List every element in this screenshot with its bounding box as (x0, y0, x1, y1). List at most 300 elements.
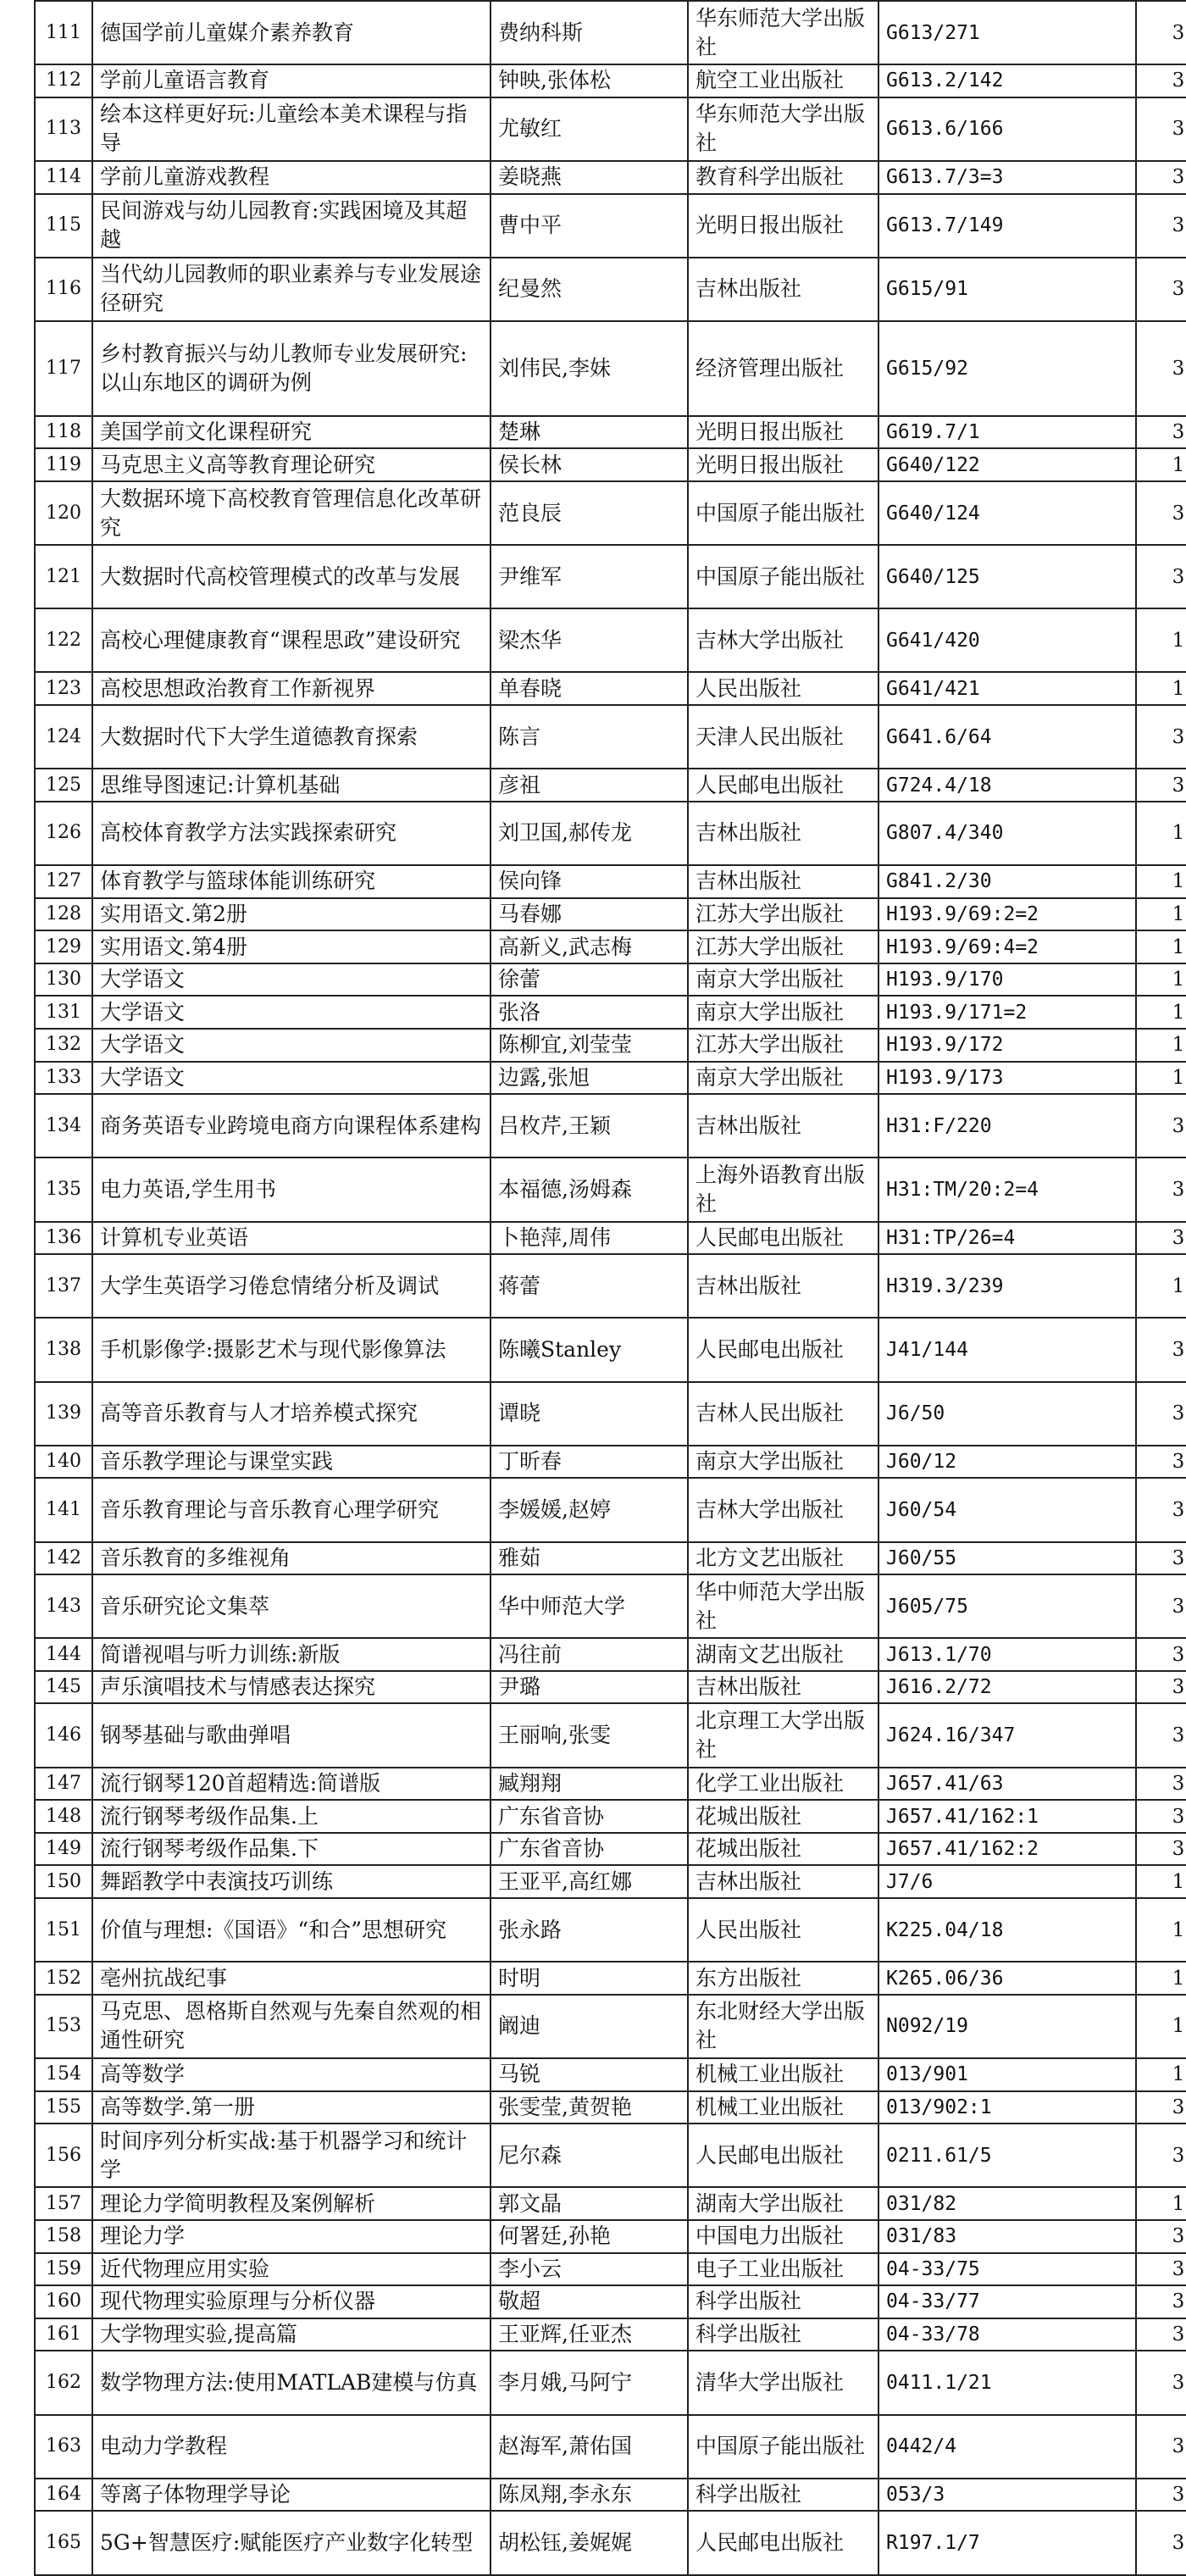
copy-count: 1 (1136, 672, 1186, 705)
table-row (35, 2091, 1186, 2124)
copy-count: 3 (1136, 2253, 1186, 2286)
copy-count: 3 (1136, 194, 1186, 258)
book-publisher: 吉林出版社 (688, 1865, 878, 1898)
book-publisher: 科学出版社 (688, 2285, 878, 2318)
book-publisher: 光明日报出版社 (688, 416, 878, 449)
row-number: 125 (35, 769, 92, 802)
book-title: 流行钢琴考级作品集.上 (92, 1800, 490, 1833)
copy-count: 3 (1136, 258, 1186, 321)
book-publisher: 吉林出版社 (688, 258, 878, 321)
call-number: G641/420 (878, 608, 1136, 672)
book-publisher: 东方出版社 (688, 1962, 878, 1995)
row-number: 160 (35, 2285, 92, 2318)
table-row (35, 161, 1186, 194)
table-row (35, 2124, 1186, 2187)
table-row (35, 545, 1186, 608)
copy-count: 1 (1136, 448, 1186, 481)
call-number: 053/3 (878, 2479, 1136, 2512)
call-number: J624.16/347 (878, 1703, 1136, 1767)
copy-count: 3 (1136, 1222, 1186, 1255)
book-title: 实用语文.第4册 (92, 930, 490, 963)
table-row (35, 672, 1186, 705)
copy-count: 3 (1136, 1094, 1186, 1158)
row-number: 118 (35, 416, 92, 449)
copy-count: 1 (1136, 963, 1186, 997)
book-author: 郭文晶 (490, 2187, 688, 2220)
book-author: 雅茹 (490, 1542, 688, 1575)
row-number: 119 (35, 448, 92, 481)
book-publisher: 中国原子能出版社 (688, 2415, 878, 2479)
table-row (35, 930, 1186, 963)
table-row (35, 802, 1186, 865)
copy-count: 1 (1136, 898, 1186, 931)
book-title: 简谱视唱与听力训练:新版 (92, 1638, 490, 1671)
table-row (35, 1, 1186, 64)
row-number: 133 (35, 1062, 92, 1095)
book-title: 当代幼儿园教师的职业素养与专业发展途径研究 (92, 258, 490, 321)
call-number: 031/83 (878, 2220, 1136, 2253)
row-number: 122 (35, 608, 92, 672)
row-number: 156 (35, 2124, 92, 2187)
table-row (35, 1542, 1186, 1575)
row-number: 115 (35, 194, 92, 258)
row-number: 150 (35, 1865, 92, 1898)
copy-count: 3 (1136, 769, 1186, 802)
book-title: 大学物理实验,提高篇 (92, 2318, 490, 2351)
call-number: J6/50 (878, 1382, 1136, 1446)
book-publisher: 南京大学出版社 (688, 1446, 878, 1479)
book-publisher: 人民邮电出版社 (688, 1318, 878, 1381)
table-row (35, 1962, 1186, 1995)
copy-count: 3 (1136, 1671, 1186, 1704)
book-author: 陈曦Stanley (490, 1318, 688, 1381)
call-number: K265.06/36 (878, 1962, 1136, 1995)
table-row (35, 1768, 1186, 1801)
row-number: 149 (35, 1833, 92, 1866)
book-title: 学前儿童语言教育 (92, 64, 490, 97)
book-author: 本福德,汤姆森 (490, 1158, 688, 1221)
book-title: 电力英语,学生用书 (92, 1158, 490, 1221)
row-number: 143 (35, 1574, 92, 1638)
call-number: G640/124 (878, 481, 1136, 545)
table-row (35, 1638, 1186, 1671)
call-number: J60/55 (878, 1542, 1136, 1575)
book-publisher: 化学工业出版社 (688, 1768, 878, 1801)
book-title: 等离子体物理学导论 (92, 2479, 490, 2512)
table-row (35, 705, 1186, 769)
copy-count: 3 (1136, 2415, 1186, 2479)
table-row (35, 1029, 1186, 1062)
book-author: 侯长林 (490, 448, 688, 481)
call-number: J613.1/70 (878, 1638, 1136, 1671)
book-publisher: 教育科学出版社 (688, 161, 878, 194)
copy-count: 3 (1136, 64, 1186, 97)
row-number: 146 (35, 1703, 92, 1767)
book-author: 陈言 (490, 705, 688, 769)
call-number: 04-33/75 (878, 2253, 1136, 2286)
book-author: 刘伟民,李妹 (490, 321, 688, 416)
table-row (35, 2351, 1186, 2414)
table-row (35, 2479, 1186, 2512)
copy-count: 1 (1136, 930, 1186, 963)
row-number: 121 (35, 545, 92, 608)
call-number: H193.9/69:4=2 (878, 930, 1136, 963)
copy-count: 1 (1136, 1898, 1186, 1962)
copy-count: 1 (1136, 1962, 1186, 1995)
call-number: R197.1/7 (878, 2511, 1136, 2574)
copy-count: 1 (1136, 1865, 1186, 1898)
book-publisher: 花城出版社 (688, 1800, 878, 1833)
row-number: 159 (35, 2253, 92, 2286)
call-number: J60/12 (878, 1446, 1136, 1479)
copy-count: 3 (1136, 1446, 1186, 1479)
table-row (35, 2253, 1186, 2286)
row-number: 123 (35, 672, 92, 705)
book-author: 纪曼然 (490, 258, 688, 321)
book-author: 彦祖 (490, 769, 688, 802)
copy-count: 1 (1136, 1062, 1186, 1095)
book-title: 流行钢琴考级作品集.下 (92, 1833, 490, 1866)
book-title: 近代物理应用实验 (92, 2253, 490, 2286)
copy-count: 3 (1136, 1703, 1186, 1767)
call-number: G841.2/30 (878, 865, 1136, 898)
book-publisher: 人民邮电出版社 (688, 2511, 878, 2574)
call-number: 0442/4 (878, 2415, 1136, 2479)
row-number: 113 (35, 97, 92, 161)
book-publisher: 江苏大学出版社 (688, 898, 878, 931)
book-publisher: 吉林出版社 (688, 1671, 878, 1704)
call-number: J605/75 (878, 1574, 1136, 1638)
book-author: 钟映,张体松 (490, 64, 688, 97)
book-publisher: 电子工业出版社 (688, 2253, 878, 2286)
call-number: J616.2/72 (878, 1671, 1136, 1704)
book-publisher: 天津人民出版社 (688, 705, 878, 769)
call-number: G615/91 (878, 258, 1136, 321)
book-author: 吕枚芹,王颖 (490, 1094, 688, 1158)
call-number: G613.6/166 (878, 97, 1136, 161)
book-author: 尼尔森 (490, 2124, 688, 2187)
book-author: 阚迪 (490, 1995, 688, 2058)
copy-count: 3 (1136, 1542, 1186, 1575)
row-number: 144 (35, 1638, 92, 1671)
table-row (35, 996, 1186, 1029)
book-title: 德国学前儿童媒介素养教育 (92, 1, 490, 64)
book-publisher: 人民出版社 (688, 672, 878, 705)
row-number: 137 (35, 1254, 92, 1318)
table-row (35, 2058, 1186, 2091)
book-title: 学前儿童游戏教程 (92, 161, 490, 194)
row-number: 151 (35, 1898, 92, 1962)
call-number: J657.41/63 (878, 1768, 1136, 1801)
book-publisher: 华中师范大学出版社 (688, 1574, 878, 1638)
call-number: G613/271 (878, 1, 1136, 64)
book-title: 马克思、恩格斯自然观与先秦自然观的相通性研究 (92, 1995, 490, 2058)
call-number: G641.6/64 (878, 705, 1136, 769)
book-publisher: 吉林出版社 (688, 802, 878, 865)
book-author: 姜晓燕 (490, 161, 688, 194)
book-publisher: 湖南文艺出版社 (688, 1638, 878, 1671)
book-publisher: 北京理工大学出版社 (688, 1703, 878, 1767)
row-number: 131 (35, 996, 92, 1029)
book-author: 何署廷,孙艳 (490, 2220, 688, 2253)
copy-count: 3 (1136, 2479, 1186, 2512)
row-number: 129 (35, 930, 92, 963)
book-author: 李月娥,马阿宁 (490, 2351, 688, 2414)
copy-count: 3 (1136, 1, 1186, 64)
book-title: 5G+智慧医疗:赋能医疗产业数字化转型 (92, 2511, 490, 2574)
book-publisher: 清华大学出版社 (688, 2351, 878, 2414)
book-publisher: 东北财经大学出版社 (688, 1995, 878, 2058)
book-publisher: 吉林大学出版社 (688, 1478, 878, 1541)
row-number: 164 (35, 2479, 92, 2512)
row-number: 116 (35, 258, 92, 321)
copy-count: 3 (1136, 1158, 1186, 1221)
book-publisher: 中国原子能出版社 (688, 481, 878, 545)
row-number: 136 (35, 1222, 92, 1255)
book-author: 李媛媛,赵婷 (490, 1478, 688, 1541)
table-row (35, 1382, 1186, 1446)
copy-count: 3 (1136, 2351, 1186, 2414)
row-number: 165 (35, 2511, 92, 2574)
table-row (35, 898, 1186, 931)
table-row (35, 1995, 1186, 2058)
copy-count: 3 (1136, 1478, 1186, 1541)
book-title: 大学语文 (92, 1062, 490, 1095)
call-number: K225.04/18 (878, 1898, 1136, 1962)
call-number: J7/6 (878, 1865, 1136, 1898)
book-publisher: 人民邮电出版社 (688, 769, 878, 802)
book-title: 舞蹈教学中表演技巧训练 (92, 1865, 490, 1898)
call-number: 031/82 (878, 2187, 1136, 2220)
book-title: 商务英语专业跨境电商方向课程体系建构 (92, 1094, 490, 1158)
row-number: 158 (35, 2220, 92, 2253)
book-title: 数学物理方法:使用MATLAB建模与仿真 (92, 2351, 490, 2414)
book-publisher: 机械工业出版社 (688, 2091, 878, 2124)
book-title: 理论力学 (92, 2220, 490, 2253)
copy-count: 1 (1136, 1995, 1186, 2058)
call-number: 04-33/77 (878, 2285, 1136, 2318)
call-number: G640/125 (878, 545, 1136, 608)
book-author: 张永路 (490, 1898, 688, 1962)
book-title: 音乐教育的多维视角 (92, 1542, 490, 1575)
book-title: 音乐研究论文集萃 (92, 1574, 490, 1638)
book-title: 高等数学.第一册 (92, 2091, 490, 2124)
book-publisher: 人民邮电出版社 (688, 2124, 878, 2187)
book-author: 广东省音协 (490, 1800, 688, 1833)
table-row (35, 1094, 1186, 1158)
row-number: 120 (35, 481, 92, 545)
book-author: 广东省音协 (490, 1833, 688, 1866)
copy-count: 1 (1136, 865, 1186, 898)
row-number: 161 (35, 2318, 92, 2351)
book-author: 范良辰 (490, 481, 688, 545)
table-row (35, 1574, 1186, 1638)
table-row (35, 1703, 1186, 1767)
row-number: 163 (35, 2415, 92, 2479)
table-row (35, 1800, 1186, 1833)
table-row (35, 1062, 1186, 1095)
table-row (35, 2285, 1186, 2318)
book-publisher: 科学出版社 (688, 2479, 878, 2512)
row-number: 141 (35, 1478, 92, 1541)
book-title: 现代物理实验原理与分析仪器 (92, 2285, 490, 2318)
table-row (35, 1478, 1186, 1541)
book-publisher: 吉林出版社 (688, 1094, 878, 1158)
call-number: 013/902:1 (878, 2091, 1136, 2124)
call-number: 04-33/78 (878, 2318, 1136, 2351)
book-publisher: 南京大学出版社 (688, 996, 878, 1029)
book-title: 大学语文 (92, 963, 490, 997)
row-number: 127 (35, 865, 92, 898)
call-number: N092/19 (878, 1995, 1136, 2058)
book-title: 高校体育教学方法实践探索研究 (92, 802, 490, 865)
call-number: J657.41/162:1 (878, 1800, 1136, 1833)
book-author: 赵海军,萧佑国 (490, 2415, 688, 2479)
copy-count: 3 (1136, 2220, 1186, 2253)
book-publisher: 吉林人民出版社 (688, 1382, 878, 1446)
book-title: 价值与理想:《国语》“和合”思想研究 (92, 1898, 490, 1962)
book-author: 楚琳 (490, 416, 688, 449)
table-row (35, 2220, 1186, 2253)
copy-count: 3 (1136, 1768, 1186, 1801)
call-number: H193.9/172 (878, 1029, 1136, 1062)
book-publisher: 吉林出版社 (688, 865, 878, 898)
book-author: 王亚平,高红娜 (490, 1865, 688, 1898)
table-row (35, 1446, 1186, 1479)
book-author: 马春娜 (490, 898, 688, 931)
table-row (35, 2415, 1186, 2479)
call-number: 013/901 (878, 2058, 1136, 2091)
book-publisher: 华东师范大学出版社 (688, 1, 878, 64)
table-row (35, 321, 1186, 416)
copy-count: 1 (1136, 1254, 1186, 1318)
book-author: 时明 (490, 1962, 688, 1995)
table-row (35, 416, 1186, 449)
book-author: 张雯莹,黄贺艳 (490, 2091, 688, 2124)
book-author: 王亚辉,任亚杰 (490, 2318, 688, 2351)
row-number: 132 (35, 1029, 92, 1062)
book-title: 体育教学与篮球体能训练研究 (92, 865, 490, 898)
row-number: 128 (35, 898, 92, 931)
book-author: 高新义,武志梅 (490, 930, 688, 963)
book-author: 华中师范大学 (490, 1574, 688, 1638)
copy-count: 3 (1136, 2124, 1186, 2187)
table-row (35, 97, 1186, 161)
row-number: 147 (35, 1768, 92, 1801)
book-title: 实用语文.第2册 (92, 898, 490, 931)
row-number: 135 (35, 1158, 92, 1221)
book-author: 王丽响,张雯 (490, 1703, 688, 1767)
table-row (35, 769, 1186, 802)
book-title: 马克思主义高等教育理论研究 (92, 448, 490, 481)
table-row (35, 1222, 1186, 1255)
book-publisher: 上海外语教育出版社 (688, 1158, 878, 1221)
book-author: 尹维军 (490, 545, 688, 608)
table-row (35, 194, 1186, 258)
table-row (35, 1671, 1186, 1704)
copy-count: 3 (1136, 1318, 1186, 1381)
copy-count: 3 (1136, 2091, 1186, 2124)
call-number: H193.9/173 (878, 1062, 1136, 1095)
table-row (35, 1865, 1186, 1898)
book-title: 亳州抗战纪事 (92, 1962, 490, 1995)
book-author: 刘卫国,郝传龙 (490, 802, 688, 865)
table-row (35, 1318, 1186, 1381)
row-number: 117 (35, 321, 92, 416)
book-author: 单春晓 (490, 672, 688, 705)
table-row (35, 963, 1186, 997)
book-publisher: 中国电力出版社 (688, 2220, 878, 2253)
copy-count: 3 (1136, 1833, 1186, 1866)
row-number: 148 (35, 1800, 92, 1833)
book-publisher: 南京大学出版社 (688, 1062, 878, 1095)
copy-count: 1 (1136, 996, 1186, 1029)
table-row (35, 608, 1186, 672)
book-publisher: 南京大学出版社 (688, 963, 878, 997)
copy-count: 3 (1136, 1638, 1186, 1671)
book-publisher: 湖南大学出版社 (688, 2187, 878, 2220)
book-publisher: 吉林大学出版社 (688, 608, 878, 672)
book-title: 高等数学 (92, 2058, 490, 2091)
table-row (35, 64, 1186, 97)
book-title: 高校心理健康教育“课程思政”建设研究 (92, 608, 490, 672)
book-publisher: 航空工业出版社 (688, 64, 878, 97)
book-author: 丁昕春 (490, 1446, 688, 1479)
copy-count: 1 (1136, 802, 1186, 865)
book-author: 冯往前 (490, 1638, 688, 1671)
copy-count: 1 (1136, 608, 1186, 672)
call-number: G619.7/1 (878, 416, 1136, 449)
call-number: J41/144 (878, 1318, 1136, 1381)
book-publisher: 光明日报出版社 (688, 448, 878, 481)
book-author: 尤敏红 (490, 97, 688, 161)
book-publisher: 花城出版社 (688, 1833, 878, 1866)
book-author: 徐蕾 (490, 963, 688, 997)
call-number: H193.9/170 (878, 963, 1136, 997)
book-author: 胡松钰,姜娓娓 (490, 2511, 688, 2574)
table-row (35, 2511, 1186, 2574)
book-author: 边露,张旭 (490, 1062, 688, 1095)
call-number: G613.7/3=3 (878, 161, 1136, 194)
table-row (35, 2318, 1186, 2351)
book-author: 曹中平 (490, 194, 688, 258)
book-title: 美国学前文化课程研究 (92, 416, 490, 449)
table-row (35, 258, 1186, 321)
copy-count: 3 (1136, 545, 1186, 608)
row-number: 126 (35, 802, 92, 865)
call-number: G615/92 (878, 321, 1136, 416)
book-title: 流行钢琴120首超精选:简谱版 (92, 1768, 490, 1801)
book-publisher: 科学出版社 (688, 2318, 878, 2351)
book-title: 大数据时代下大学生道德教育探索 (92, 705, 490, 769)
copy-count: 1 (1136, 1029, 1186, 1062)
call-number: G613.2/142 (878, 64, 1136, 97)
table-row (35, 1158, 1186, 1221)
table-row (35, 1898, 1186, 1962)
table-row (35, 481, 1186, 545)
copy-count: 3 (1136, 1382, 1186, 1446)
row-number: 152 (35, 1962, 92, 1995)
book-title: 绘本这样更好玩:儿童绘本美术课程与指导 (92, 97, 490, 161)
copy-count: 3 (1136, 416, 1186, 449)
book-title: 钢琴基础与歌曲弹唱 (92, 1703, 490, 1767)
row-number: 139 (35, 1382, 92, 1446)
call-number: H319.3/239 (878, 1254, 1136, 1318)
call-number: H193.9/69:2=2 (878, 898, 1136, 931)
copy-count: 3 (1136, 97, 1186, 161)
book-publisher: 光明日报出版社 (688, 194, 878, 258)
book-publisher: 经济管理出版社 (688, 321, 878, 416)
